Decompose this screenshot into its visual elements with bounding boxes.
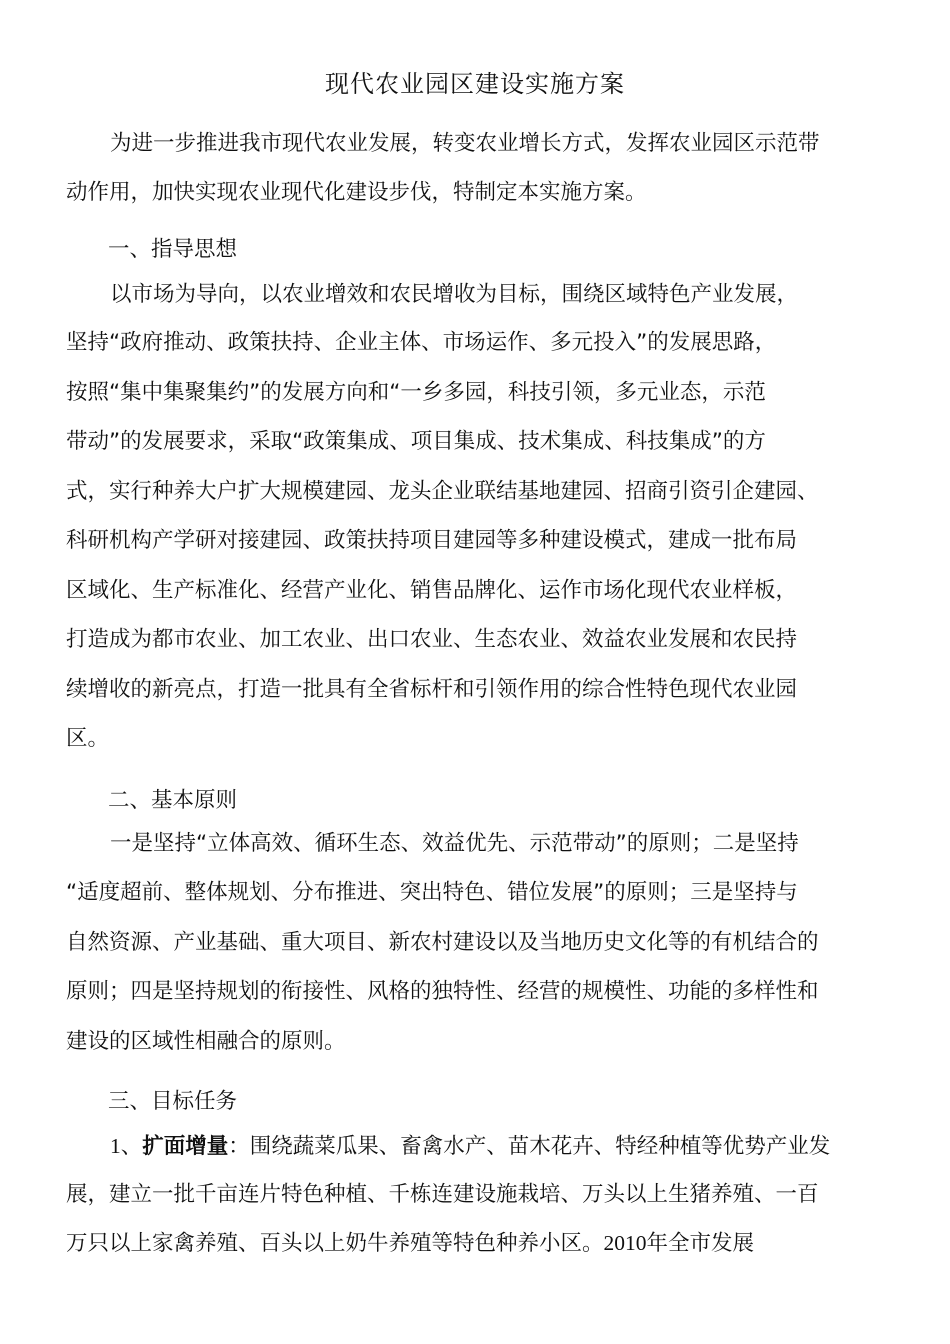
paragraph-line: 区。: [66, 726, 110, 751]
paragraph-line: 建设的区域性相融合的原则。: [66, 1029, 346, 1054]
paragraph-line: 区域化、生产标准化、经营产业化、销售品牌化、运作市场化现代农业样板，: [66, 578, 798, 603]
item-bold-label: 扩面增量: [142, 1134, 229, 1159]
paragraph-line: 带动”的发展要求，采取“政策集成、项目集成、技术集成、科技集成”的方: [66, 429, 766, 454]
paragraph-line: 一是坚持“立体高效、循环生态、效益优先、示范带动”的原则；二是坚持: [110, 831, 799, 856]
paragraph-line: “适度超前、整体规划、分布推进、突出特色、错位发展”的原则；三是坚持与: [66, 880, 798, 905]
paragraph-text: 万只以上家禽养殖、百头以上奶牛养殖等特色种养小区。: [66, 1231, 604, 1256]
paragraph-line: 坚持“政府推动、政策扶持、企业主体、市场运作、多元投入”的发展思路，: [66, 330, 777, 355]
section-heading-basic-principles: 二、基本原则: [108, 788, 238, 813]
item-1-line-1: [110, 1130, 830, 1163]
paragraph-line: 自然资源、产业基础、重大项目、新农村建设以及当地历史文化等的有机结合的: [66, 930, 819, 955]
item-number: 1、: [110, 1134, 143, 1158]
paragraph-line: 式，实行种养大户扩大规模建园、龙头企业联结基地建园、招商引资引企建园、: [66, 479, 819, 504]
paragraph-line: 按照“集中集聚集约”的发展方向和“一乡多园，科技引领，多元业态，示范: [66, 380, 766, 405]
year-number: 2010: [603, 1231, 647, 1255]
section-heading-goals-tasks: 三、目标任务: [108, 1089, 238, 1114]
paragraph-line: 续增收的新亮点，打造一批具有全省标杆和引领作用的综合性特色现代农业园: [66, 677, 798, 702]
intro-line-2: 动作用，加快实现农业现代化建设步伐，特制定本实施方案。: [66, 180, 647, 205]
paragraph-line: 科研机构产学研对接建园、政策扶持项目建园等多种建设模式，建成一批布局: [66, 528, 798, 553]
item-text: ：围绕蔬菜瓜果、畜禽水产、苗木花卉、特经种植等优势产业发: [228, 1134, 831, 1159]
paragraph-line: 展，建立一批千亩连片特色种植、千栋连建设施栽培、万头以上生猪养殖、一百: [66, 1182, 819, 1207]
intro-line-1: 为进一步推进我市现代农业发展，转变农业增长方式，发挥农业园区示范带: [110, 131, 820, 156]
paragraph-text-tail: 年全市发展: [646, 1231, 755, 1256]
paragraph-line: 以市场为导向，以农业增效和农民增收为目标，围绕区域特色产业发展，: [110, 282, 799, 307]
paragraph-line: 原则；四是坚持规划的衔接性、风格的独特性、经营的规模性、功能的多样性和: [66, 979, 819, 1004]
section-heading-guiding-ideology: 一、指导思想: [108, 237, 238, 262]
page-title: 现代农业园区建设实施方案: [325, 70, 625, 98]
item-1-line-3: [66, 1227, 754, 1260]
paragraph-line: 打造成为都市农业、加工农业、出口农业、生态农业、效益农业发展和农民持: [66, 627, 798, 652]
